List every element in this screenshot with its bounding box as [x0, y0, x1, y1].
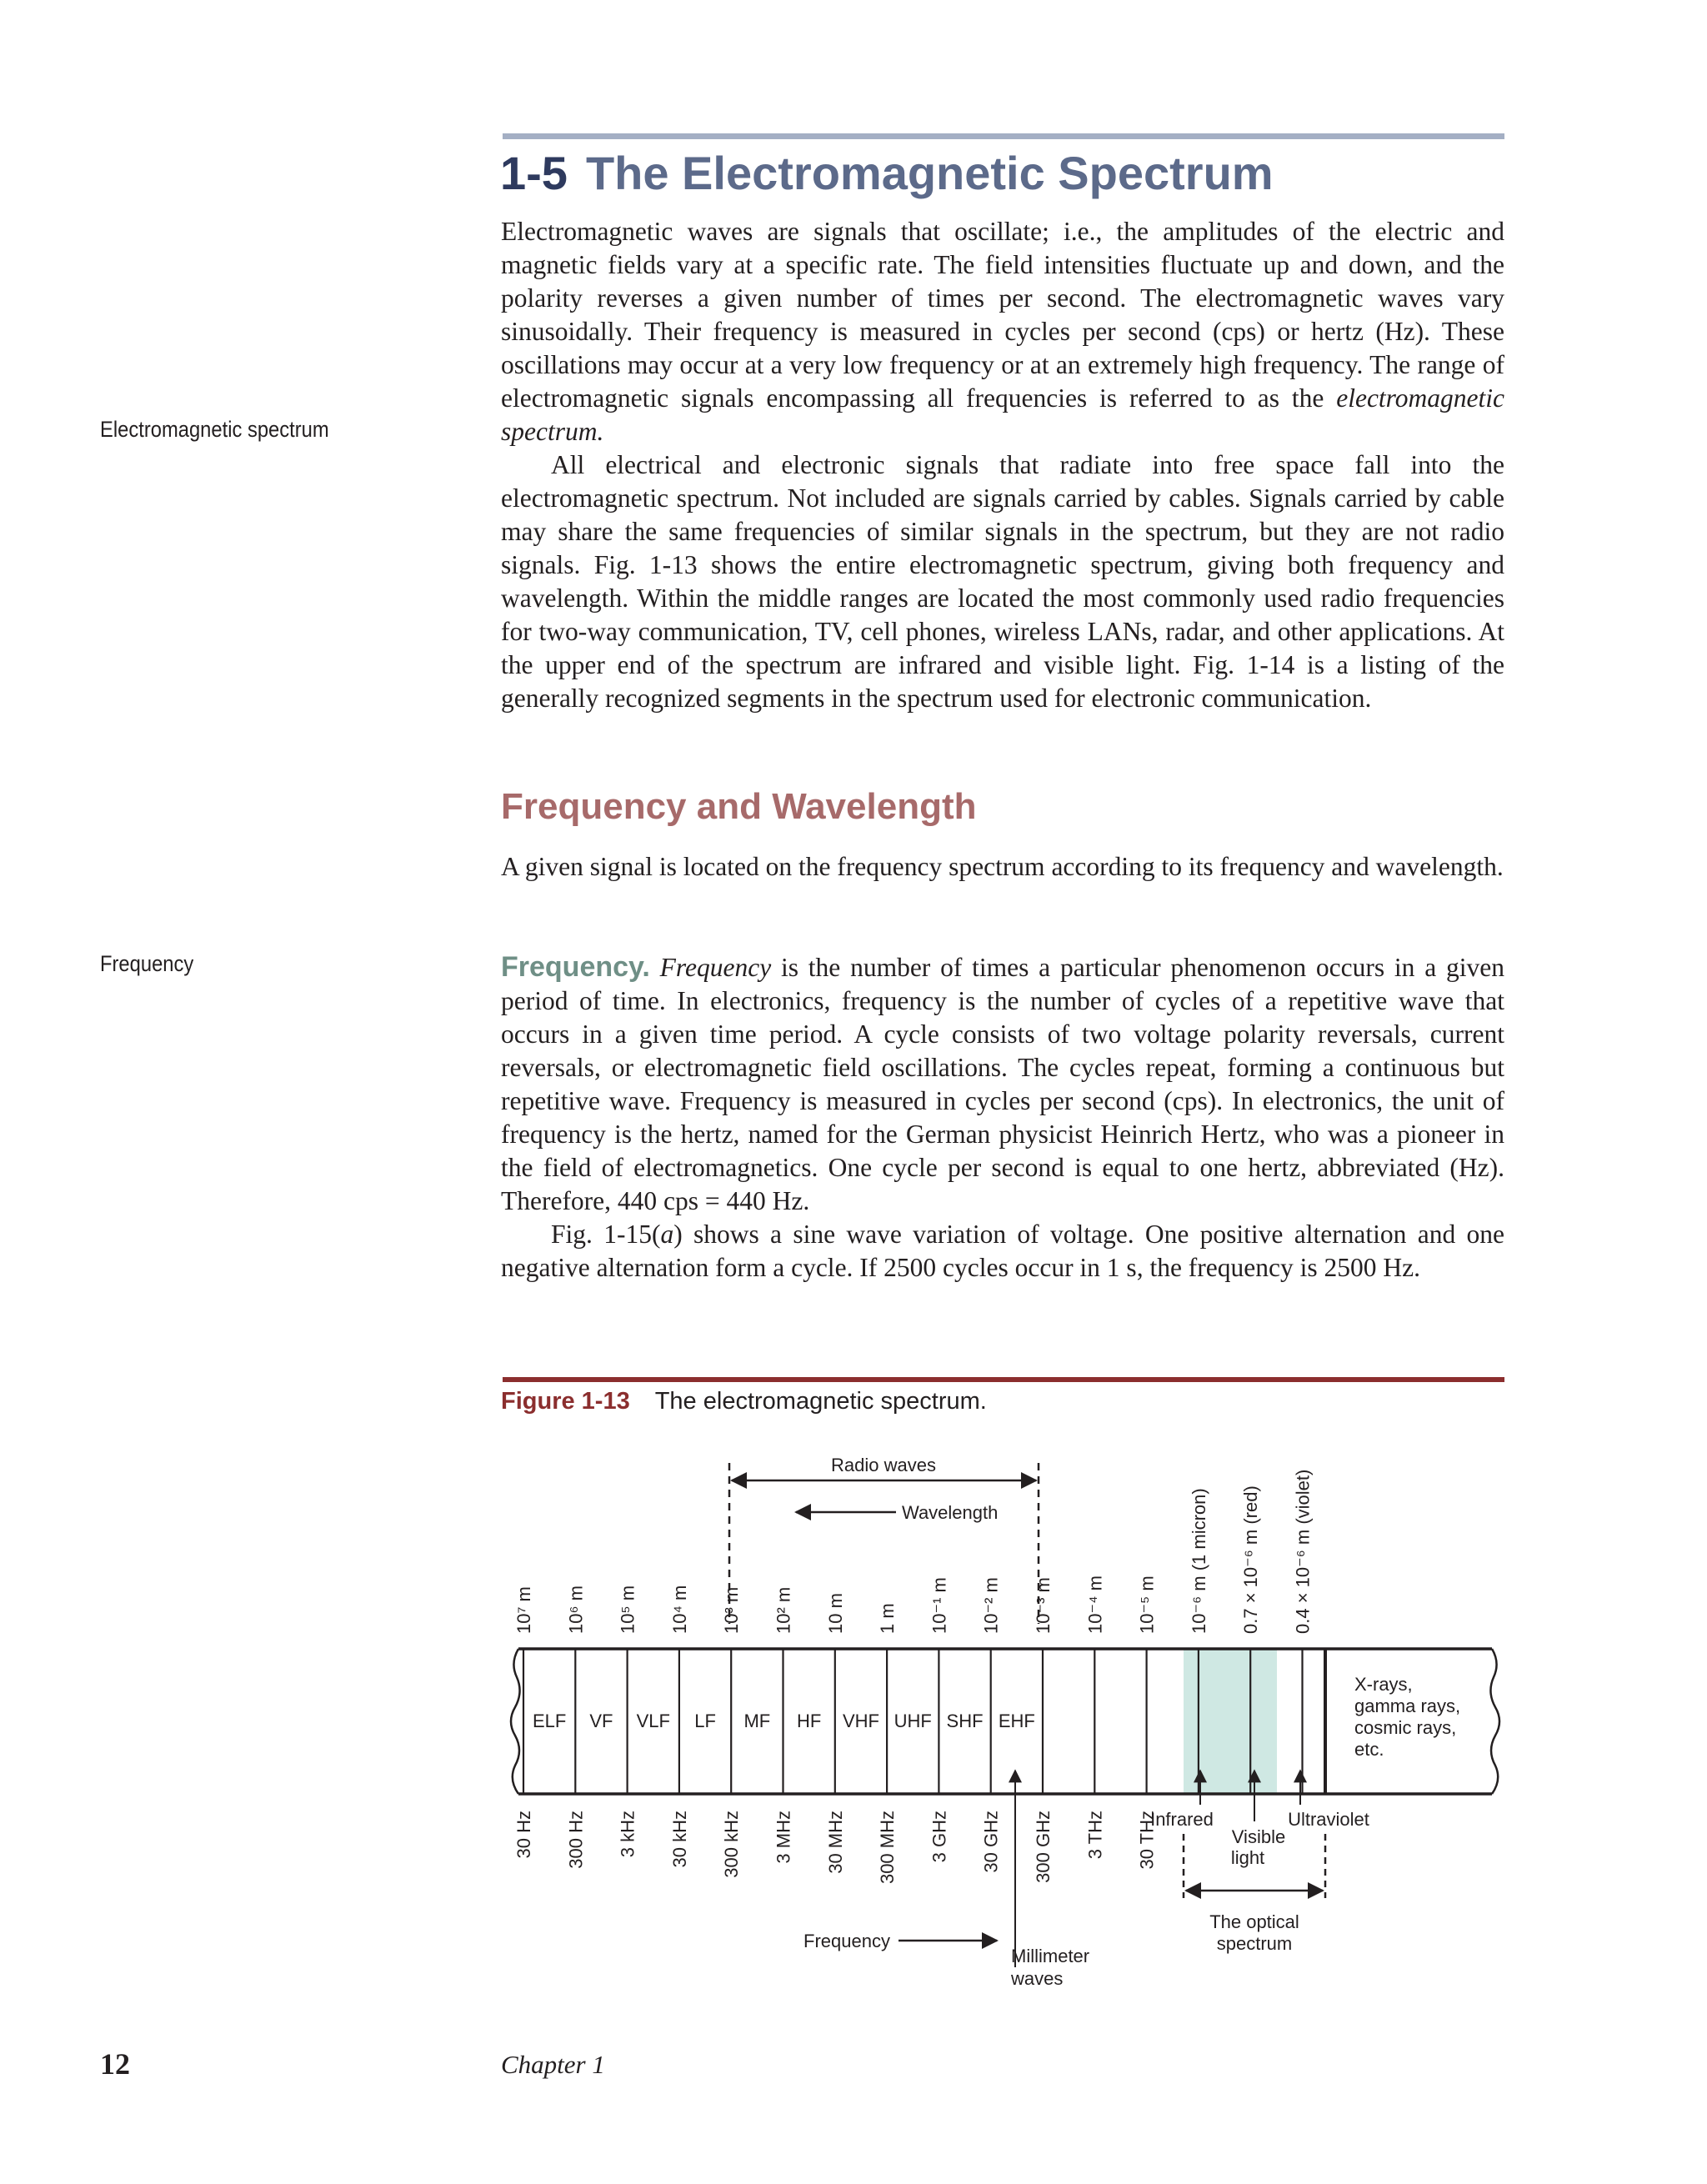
figure-label: Figure 1-13 — [501, 1388, 630, 1415]
frequency-tick-8: 3 GHz — [929, 1811, 950, 1863]
xrays-line-4: etc. — [1354, 1739, 1384, 1760]
paragraph-5-a: Fig. 1-15( — [551, 1220, 661, 1249]
paragraph-5-em: a — [660, 1220, 674, 1249]
section-title-text: The Electromagnetic Spectrum — [585, 147, 1274, 199]
paragraph-1-text: Electromagnetic waves are signals that oscillate; i.e., the amplitudes of the electric and magnetic fields vary at a specific rate. The field intensities fluctuate up and down, and the polarity reverses a given number of times per second. The electromagnetic waves vary sinusoidally. Their frequency is measured in cycles per second (cps) or hertz (Hz). These oscillations may occur at a very low frequency or at an extremely high frequency. The range of electromagnetic signals encompassing all frequencies is referred to as the — [501, 217, 1504, 413]
frequency-tick-1: 300 Hz — [565, 1811, 587, 1869]
paragraph-3: A given signal is located on the frequency spectrum according to its frequency and wavelength. — [501, 852, 1504, 881]
wavelength-tick-15: 0.4 × 10⁻⁶ m (violet) — [1292, 1469, 1314, 1634]
band-label-hf: HF — [796, 1711, 822, 1731]
margin-note-em-spectrum: Electromagnetic spectrum — [100, 417, 329, 442]
figure-caption-text: The electromagnetic spectrum. — [654, 1388, 987, 1415]
optical-label-2: spectrum — [1216, 1933, 1293, 1954]
wavelength-tick-6: 10 m — [824, 1593, 846, 1634]
frequency-tick-6: 30 MHz — [824, 1811, 846, 1874]
band-label-uhf: UHF — [894, 1711, 932, 1731]
wavelength-tick-12: 10⁻⁵ m — [1136, 1575, 1158, 1634]
frequency-ticks — [513, 1811, 1158, 1884]
xrays-line-1: X-rays, — [1354, 1674, 1413, 1695]
infrared-label: Infrared — [1150, 1809, 1214, 1830]
frequency-tick-3: 30 kHz — [668, 1811, 690, 1868]
wavelength-tick-3: 10⁴ m — [668, 1585, 690, 1634]
chapter-label: Chapter 1 — [501, 2050, 605, 2079]
wavelength-tick-9: 10⁻² m — [980, 1577, 1002, 1634]
wavelength-tick-11: 10⁻⁴ m — [1084, 1575, 1106, 1634]
frequency-tick-2: 3 kHz — [617, 1811, 638, 1858]
paragraph-5-b: ) shows a sine wave variation of voltage. One positive alternation and one negative alternation form a cycle. If 2500 cycles occur in 1 s, the frequency is 2500 Hz. — [501, 1220, 1504, 1282]
wavelength-tick-5: 10² m — [773, 1586, 794, 1634]
paragraph-4-text: is the number of times a particular phenomenon occurs in a given period of time. In electronics, frequency is the number of cycles of a repetitive wave that occurs in a given time period. A cycle consists of two voltage polarity reversals, current reversals, or electromagnetic field oscillations. The cycles repeat, forming a continuous but repetitive wave. Frequency is measured in cycles per second (cps). In electronics, the unit of frequency is the hertz, named for the German physicist Heinrich Hertz, who was a pioneer in the field of electromagnetics. One cycle per second is equal to one hertz, abbreviated (Hz). Therefore, 440 cps = 440 Hz. — [501, 953, 1504, 1215]
frequency-tick-12: 30 THz — [1136, 1811, 1158, 1870]
frequency-tick-10: 300 GHz — [1033, 1811, 1054, 1883]
page-number: 12 — [100, 2047, 130, 2081]
wavelength-tick-14: 0.7 × 10⁻⁶ m (red) — [1240, 1485, 1262, 1634]
wavelength-tick-10: 10⁻³ m — [1033, 1577, 1054, 1634]
bar-left-break — [511, 1649, 520, 1794]
wavelength-tick-8: 10⁻¹ m — [929, 1577, 950, 1634]
wavelength-tick-4: 10³ m — [721, 1586, 743, 1634]
paragraph-4-term: Frequency — [659, 953, 772, 982]
margin-note-frequency: Frequency — [100, 951, 194, 976]
band-label-mf: MF — [743, 1711, 771, 1731]
visible-label-1: Visible — [1231, 1826, 1286, 1847]
wavelength-tick-1: 10⁶ m — [565, 1585, 587, 1634]
band-label-vlf: VLF — [636, 1711, 670, 1731]
frequency-label: Frequency — [803, 1931, 890, 1951]
run-in-heading: Frequency. — [501, 951, 650, 983]
frequency-tick-5: 3 MHz — [773, 1811, 794, 1864]
radio-waves-label: Radio waves — [831, 1455, 936, 1475]
paragraph-1-term: electromagnetic spectrum. — [501, 383, 1504, 446]
wavelength-tick-13: 10⁻⁶ m (1 micron) — [1188, 1488, 1209, 1634]
band-label-lf: LF — [694, 1711, 716, 1731]
frequency-tick-7: 300 MHz — [877, 1811, 899, 1885]
wavelength-tick-7: 1 m — [877, 1603, 899, 1634]
frequency-tick-4: 300 kHz — [721, 1811, 743, 1878]
band-label-vhf: VHF — [842, 1711, 879, 1731]
subheading: Frequency and Wavelength — [501, 786, 977, 827]
millimeter-label-1: Millimeter — [1011, 1946, 1090, 1966]
ultraviolet-label: Ultraviolet — [1288, 1809, 1369, 1830]
xrays-line-2: gamma rays, — [1354, 1696, 1461, 1716]
paragraph-2: All electrical and electronic signals that radiate into free space fall into the electromagnetic spectrum. Not included are signals carried by cables. Signals carried by cable may share the same frequencies of similar signals in the spectrum, but they are not radio signals. Fig. 1-13 shows the entire electromagnetic spectrum, giving both frequency and wavelength. Within the middle ranges are located the most commonly used radio frequencies for two-way communication, TV, cell phones, wireless LANs, radar, and other applications. At the upper end of the spectrum are infrared and visible light. Fig. 1-14 is a listing of the generally recognized segments in the spectrum used for electronic communication. — [501, 450, 1504, 713]
frequency-tick-9: 30 GHz — [980, 1811, 1002, 1873]
xrays-line-3: cosmic rays, — [1354, 1717, 1457, 1738]
wavelength-label: Wavelength — [902, 1502, 999, 1523]
optical-label-1: The optical — [1209, 1911, 1299, 1932]
section-number: 1-5 — [500, 147, 568, 199]
millimeter-label-2: waves — [1011, 1968, 1064, 1989]
wavelength-ticks — [513, 1470, 1314, 1634]
visible-label-2: light — [1230, 1847, 1265, 1868]
band-label-shf: SHF — [946, 1711, 984, 1731]
band-label-vf: VF — [589, 1711, 613, 1731]
frequency-tick-11: 3 THz — [1084, 1811, 1106, 1860]
frequency-tick-0: 30 Hz — [513, 1811, 534, 1859]
bar-right-break — [1490, 1649, 1499, 1794]
wavelength-tick-0: 10⁷ m — [513, 1586, 534, 1634]
wavelength-tick-2: 10⁵ m — [617, 1585, 638, 1634]
band-label-elf: ELF — [532, 1711, 567, 1731]
band-label-ehf: EHF — [998, 1711, 1035, 1731]
